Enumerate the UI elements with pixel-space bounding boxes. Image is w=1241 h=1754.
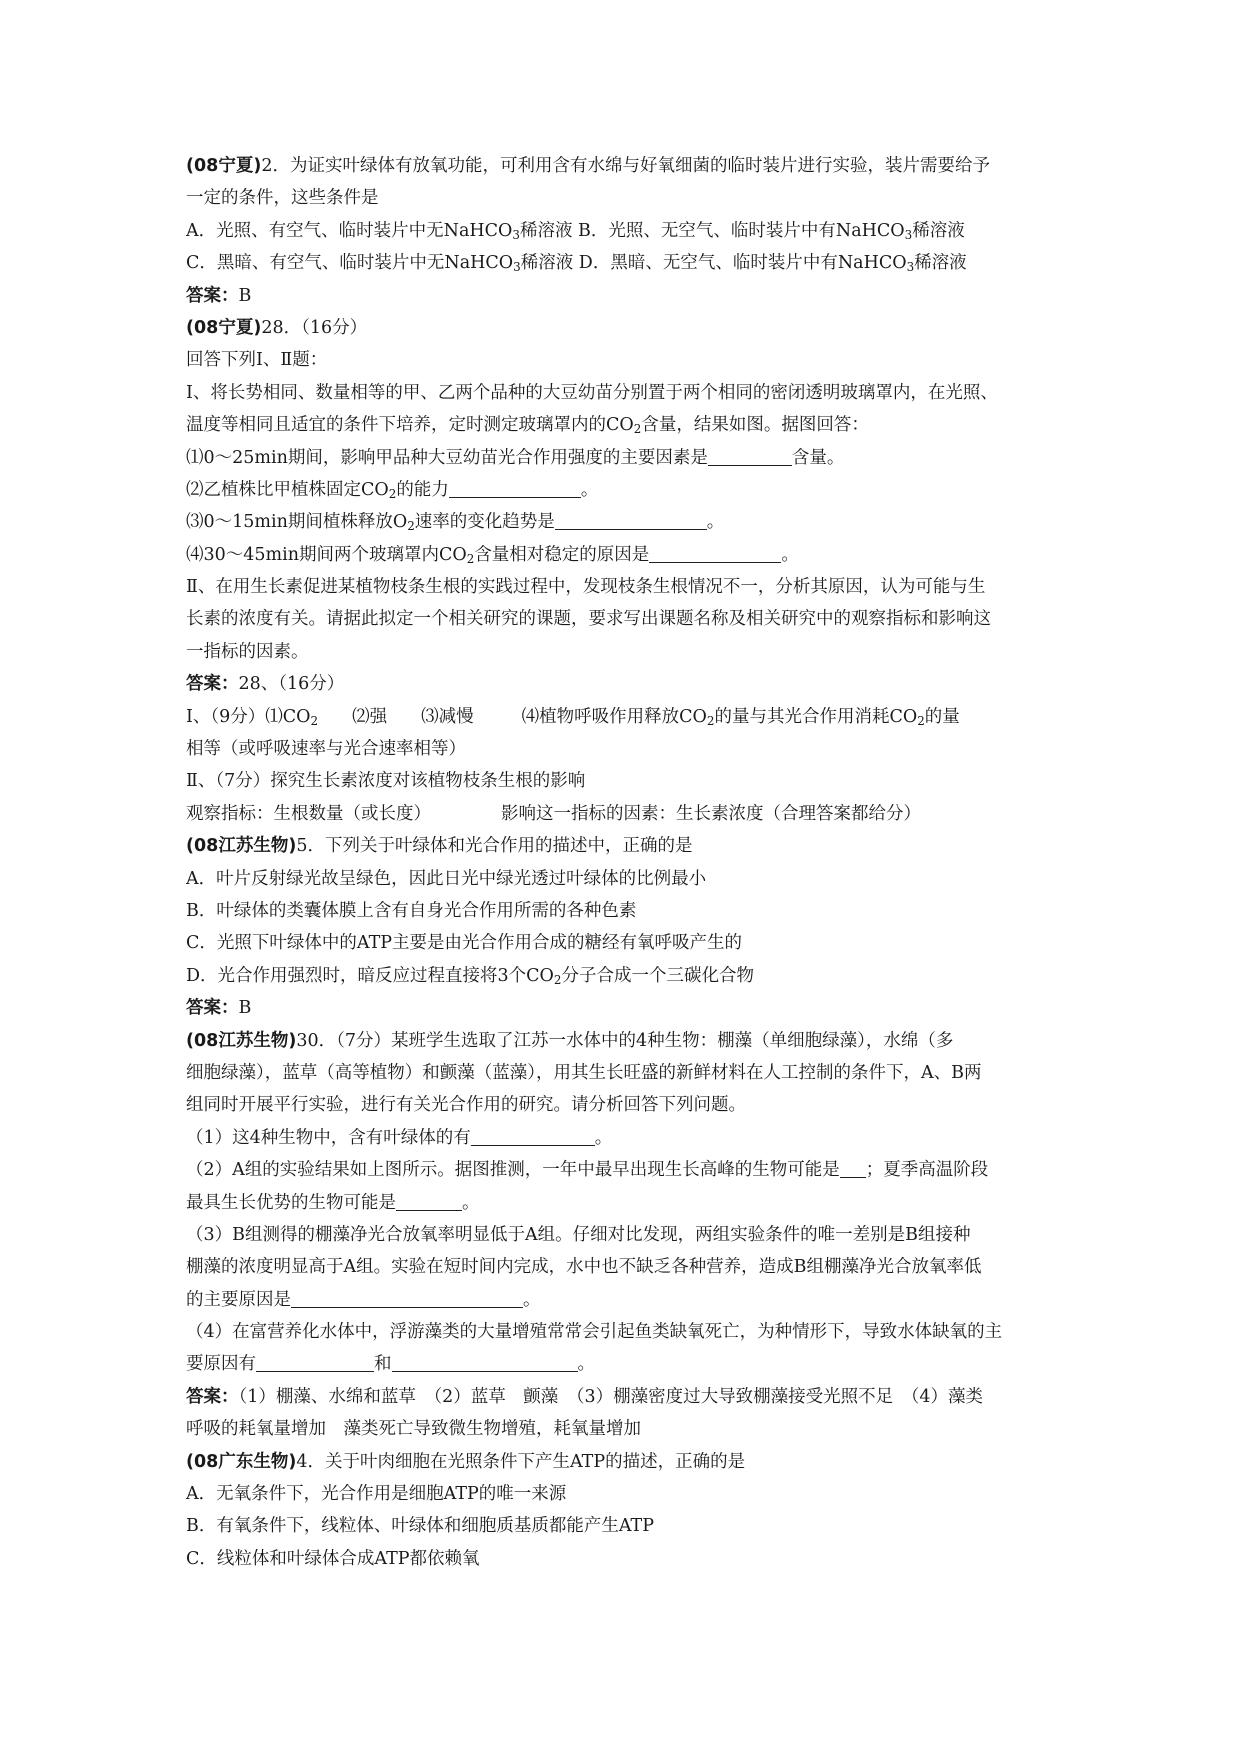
answer-label: 答案：	[186, 998, 239, 1019]
q2-intro-text: 回答下列Ⅰ、Ⅱ题：	[186, 350, 328, 371]
answer-blank	[471, 1125, 595, 1146]
q5-option-c	[186, 1543, 1056, 1575]
q2-answer-3: ⑶减慢	[421, 706, 474, 727]
q2-answer-part1-line1	[186, 701, 1056, 733]
q2-sub1-tail: 含量。	[791, 447, 845, 468]
q3-option-d	[186, 960, 1056, 992]
q1-option-a-tail: 稀溶液	[519, 220, 573, 241]
q2-sub4	[186, 539, 1056, 571]
q3-answer-value: B	[238, 998, 252, 1019]
answer-label: 答案：	[186, 285, 239, 306]
q4-answer-line2	[186, 1413, 1056, 1445]
q2-part1-line1	[186, 377, 1056, 409]
q2-answer-4: ⑷植物呼吸作用释放CO	[521, 706, 707, 727]
q4-sub4-line2	[186, 1348, 1056, 1380]
q2-answer	[186, 668, 1056, 700]
q3-option-d-text: D．光合作用强烈时，暗反应过程直接将3个CO	[186, 965, 554, 986]
q3-option-a	[186, 863, 1056, 895]
q3-source: (08江苏生物)	[186, 836, 297, 857]
q4-sub3-line1	[186, 1219, 1056, 1251]
q4-sub4-text-2: 要原因有	[186, 1354, 256, 1375]
q3-stem: 5．下列关于叶绿体和光合作用的描述中，正确的是	[296, 836, 693, 857]
q2-part1-text-2a: 温度等相同且适宜的条件下培养，定时测定玻璃罩内的CO	[186, 415, 634, 436]
q4-sub3-line3	[186, 1284, 1056, 1316]
q4-stem-3: 组同时开展平行实验，进行有关光合作用的研究。请分析回答下列问题。	[186, 1095, 746, 1116]
q4-answer-text-1: （1）棚藻、水绵和蓝草 （2）蓝草 颤藻 （3）棚藻密度过大导致棚藻接受光照不足 （4）藻类	[238, 1386, 984, 1407]
answer-blank	[396, 1190, 462, 1211]
q4-sub2-line2	[186, 1187, 1056, 1219]
q3-option-a-text: A．叶片反射绿光故呈绿色，因此日光中绿光透过叶绿体的比例最小	[186, 868, 707, 889]
q2-answer-part1-cont: 相等（或呼吸速率与光合速率相等）	[186, 739, 466, 760]
q4-sub2-tail: 。	[462, 1192, 480, 1213]
q2-sub2	[186, 474, 1056, 506]
q1-answer	[186, 280, 1056, 312]
q4-sub4-tail: 。	[577, 1354, 595, 1375]
q2-sub3-tail: 。	[706, 512, 725, 533]
q4-line1	[186, 1025, 1056, 1057]
q4-sub3-text-1: （3）B组测得的棚藻净光合放氧率明显低于A组。仔细对比发现，两组实验条件的唯一差别是B组接种	[186, 1224, 971, 1245]
subscript: 3	[904, 227, 913, 242]
q3-option-d-tail: 分子合成一个三碳化合物	[561, 965, 754, 986]
q5-option-b	[186, 1510, 1056, 1542]
q1-option-d: D．黑暗、无空气、临时装片中有NaHCO	[578, 253, 907, 274]
q2-part2-line3	[186, 636, 1056, 668]
subscript: 2	[633, 422, 642, 437]
q1-option-c-tail: 稀溶液	[520, 253, 574, 274]
q1-option-a: A．光照、有空气、临时装片中无NaHCO	[186, 220, 513, 241]
q1-option-d-tail: 稀溶液	[914, 253, 967, 274]
q2-sub2-mid: 的能力	[396, 479, 449, 500]
q2-sub1	[186, 442, 1056, 474]
q2-part2-line2	[186, 603, 1056, 635]
answer-blank	[291, 1287, 523, 1308]
answer-label: 答案：	[186, 674, 239, 695]
q5-line1	[186, 1446, 1056, 1478]
subscript: 2	[917, 713, 925, 728]
q4-sub2-mid: ；夏季高温阶段	[865, 1160, 989, 1181]
answer-blank	[256, 1351, 374, 1372]
subscript: 3	[906, 260, 915, 275]
subscript: 2	[310, 713, 319, 728]
q2-answer-1: Ⅰ、（9分）⑴CO	[186, 706, 311, 727]
subscript: 2	[388, 486, 397, 501]
q2-part2-text-1: Ⅱ、在用生长素促进某植物枝条生根的实践过程中，发现枝条生根情况不一，分析其原因，认为可能与生	[186, 577, 986, 598]
q4-sub4-mid: 和	[374, 1354, 392, 1375]
q1-stem-2: 一定的条件，这些条件是	[186, 188, 379, 209]
q1-options-ab	[186, 215, 1056, 247]
q4-sub1-tail: 。	[594, 1127, 613, 1148]
subscript: 2	[553, 972, 562, 987]
q4-line3	[186, 1089, 1056, 1121]
q2-part2-text-3: 一指标的因素。	[186, 641, 309, 662]
q2-answer-part2-text: Ⅱ、（7分）探究生长素浓度对该植物枝条生根的影响	[186, 771, 586, 792]
q2-sub4-mid: 含量相对稳定的原因是	[474, 544, 650, 565]
q2-sub2-tail: 。	[580, 479, 599, 500]
q2-answer-5: 的量与其光合作用消耗CO	[714, 706, 918, 727]
q1-option-b: B．光照、无空气、临时装片中有NaHCO	[578, 220, 905, 241]
q4-sub3-line2	[186, 1251, 1056, 1283]
q4-stem-1: 30．（7分）某班学生选取了江苏一水体中的4种生物：棚藻（单细胞绿藻），水绵（多	[296, 1030, 954, 1051]
answer-blank	[555, 509, 707, 530]
q2-part1-line2	[186, 409, 1056, 441]
q1-line2	[186, 182, 1056, 214]
q1-source: (08宁夏)	[186, 156, 262, 176]
q1-answer-value: B	[238, 285, 252, 306]
q3-option-b-text: B．叶绿体的类囊体膜上含有自身光合作用所需的各种色素	[186, 900, 637, 921]
q2-sub2-text: ⑵乙植株比甲植株固定CO	[186, 479, 389, 500]
q5-option-c-text: C．线粒体和叶绿体合成ATP都依赖氧	[186, 1548, 480, 1569]
q3-line1	[186, 830, 1056, 862]
q3-answer	[186, 992, 1056, 1024]
q3-option-c	[186, 927, 1056, 959]
q4-answer-text-2: 呼吸的耗氧量增加 藻类死亡导致微生物增殖，耗氧量增加	[186, 1419, 641, 1440]
q3-option-b	[186, 895, 1056, 927]
q4-sub4-text-1: （4）在富营养化水体中，浮游藻类的大量增殖常常会引起鱼类缺氧死亡，为种情形下，导致水体缺氧的主	[186, 1322, 1003, 1343]
q2-source: (08宁夏)	[186, 317, 262, 338]
subscript: 2	[407, 519, 415, 534]
q4-sub2-text: （2）A组的实验结果如上图所示。据图推测，一年中最早出现生长高峰的生物可能是	[186, 1160, 840, 1181]
q2-sub4-tail: 。	[781, 544, 799, 565]
q1-options-cd	[186, 247, 1056, 279]
q4-answer-line1	[186, 1381, 1056, 1413]
q2-answer-2: ⑵强	[352, 706, 388, 727]
answer-label: 答案：	[186, 1386, 239, 1407]
document-page	[186, 150, 1056, 1575]
subscript: 2	[706, 713, 715, 728]
q2-sub3	[186, 506, 1056, 538]
q1-line1	[186, 150, 1056, 182]
q2-part1-text-2b: 含量，结果如图。据图回答：	[641, 415, 869, 436]
q2-line1	[186, 312, 1056, 344]
q2-answer-head: 28、（16分）	[238, 674, 345, 695]
q3-option-c-text: C．光照下叶绿体中的ATP主要是由光合作用合成的糖经有氧呼吸产生的	[186, 933, 743, 954]
q4-sub3-text-2: 棚藻的浓度明显高于A组。实验在短时间内完成，水中也不缺乏各种营养，造成B组棚藻净光合放氧率低	[186, 1257, 982, 1278]
q5-option-b-text: B．有氧条件下，线粒体、叶绿体和细胞质基质都能产生ATP	[186, 1516, 654, 1537]
q1-stem-1: 2．为证实叶绿体有放氧功能，可利用含有水绵与好氧细菌的临时装片进行实验，装片需要给予	[261, 156, 990, 176]
q4-stem-2: 细胞绿藻），蓝草（高等植物）和颤藻（蓝藻），用其生长旺盛的新鲜材料在人工控制的条件下，A、B两	[186, 1062, 982, 1083]
q2-answer-6: 的量	[924, 706, 960, 727]
q4-sub1-text: （1）这4种生物中，含有叶绿体的有	[186, 1127, 471, 1148]
q4-sub2-line1	[186, 1154, 1056, 1186]
subscript: 2	[466, 551, 475, 566]
q2-answer-part2-line1	[186, 765, 1056, 797]
q2-intro	[186, 344, 1056, 376]
q2-answer-part2-line2	[186, 798, 1056, 830]
q2-part2-text-2: 长素的浓度有关。请据此拟定一个相关研究的课题，要求写出课题名称及相关研究中的观察指标和影响这	[186, 609, 991, 630]
q4-sub4-line1	[186, 1316, 1056, 1348]
q5-stem: 4．关于叶肉细胞在光照条件下产生ATP的描述，正确的是	[296, 1451, 746, 1472]
q2-answer-factor: 影响这一指标的因素：生长素浓度（合理答案都给分）	[501, 803, 921, 824]
answer-blank	[708, 445, 792, 466]
q4-sub3-text-3: 的主要原因是	[186, 1289, 291, 1310]
q2-answer-observation: 观察指标：生根数量（或长度）	[186, 803, 431, 824]
answer-blank	[649, 542, 781, 563]
q2-answer-part1-line2	[186, 733, 1056, 765]
subscript: 3	[512, 227, 520, 242]
q4-line2	[186, 1057, 1056, 1089]
q5-option-a	[186, 1478, 1056, 1510]
answer-blank	[449, 477, 581, 498]
q2-sub4-text: ⑷30～45min期间两个玻璃罩内CO	[186, 544, 467, 565]
q1-option-c: C．黑暗、有空气、临时装片中无NaHCO	[186, 253, 514, 274]
q5-source: (08广东生物)	[186, 1451, 297, 1472]
q2-stem: 28．（16分）	[261, 317, 368, 338]
q4-source: (08江苏生物)	[186, 1030, 297, 1051]
answer-blank	[840, 1157, 866, 1178]
q2-part2-line1	[186, 571, 1056, 603]
q2-sub3-text: ⑶0～15min期间植株释放O	[186, 512, 408, 533]
q4-sub3-tail: 。	[523, 1289, 541, 1310]
q2-sub3-mid: 速率的变化趋势是	[414, 512, 555, 533]
answer-blank	[392, 1351, 578, 1372]
q4-sub2-text-2: 最具生长优势的生物可能是	[186, 1192, 396, 1213]
q5-option-a-text: A．无氧条件下，光合作用是细胞ATP的唯一来源	[186, 1484, 567, 1505]
subscript: 3	[513, 260, 521, 275]
q4-sub1	[186, 1122, 1056, 1154]
q2-sub1-text: ⑴0～25min期间，影响甲品种大豆幼苗光合作用强度的主要因素是	[186, 447, 708, 468]
q2-part1-text-1: Ⅰ、将长势相同、数量相等的甲、乙两个品种的大豆幼苗分别置于两个相同的密闭透明玻璃罩内，在光照、	[186, 382, 998, 403]
q1-option-b-tail: 稀溶液	[912, 220, 965, 241]
